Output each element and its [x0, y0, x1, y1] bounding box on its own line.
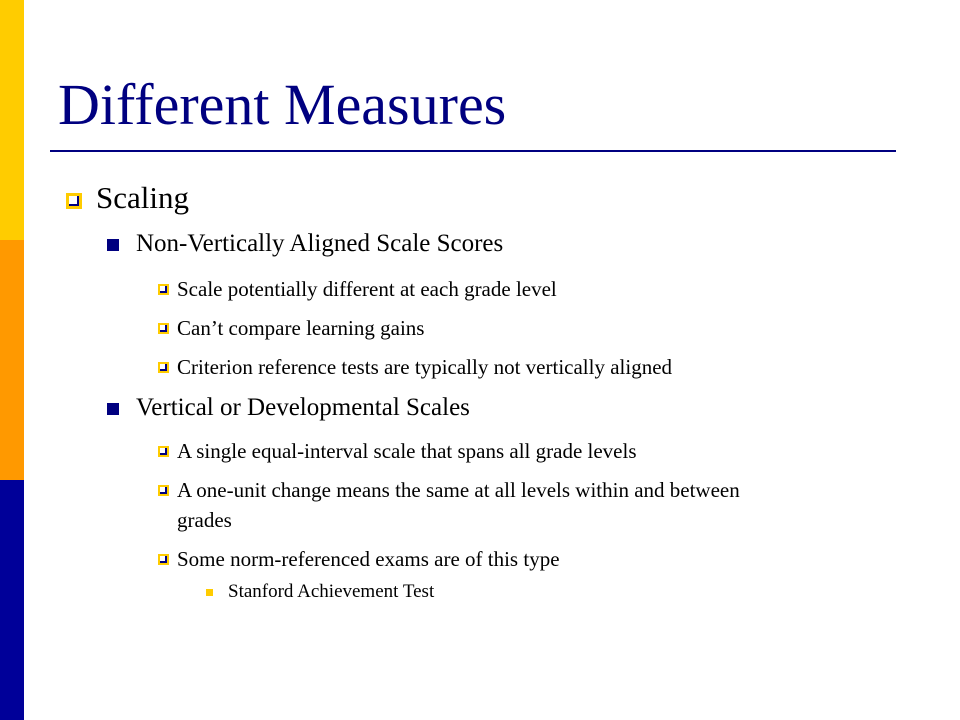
- list-item-continuation: grades: [177, 508, 232, 532]
- bullet-scaling: Scaling: [96, 180, 189, 215]
- list-subitem: Stanford Achievement Test: [228, 581, 435, 602]
- accent-bar-bottom: [0, 480, 24, 720]
- open-square-bullet-icon: [158, 323, 169, 334]
- slide-title: Different Measures: [58, 72, 507, 137]
- accent-bar-top: [0, 0, 24, 240]
- title-divider: [50, 150, 896, 152]
- list-item: Scale potentially different at each grade level: [177, 277, 557, 301]
- filled-square-bullet-icon: [107, 239, 119, 251]
- small-square-bullet-icon: [206, 589, 213, 596]
- list-item: Can’t compare learning gains: [177, 316, 425, 340]
- filled-square-bullet-icon: [107, 403, 119, 415]
- open-square-bullet-icon: [158, 446, 169, 457]
- bullet-vertical: Vertical or Developmental Scales: [136, 394, 470, 421]
- open-square-bullet-icon: [66, 193, 82, 209]
- list-item: A single equal-interval scale that spans all grade levels: [177, 439, 637, 463]
- open-square-bullet-icon: [158, 362, 169, 373]
- bullet-non-vertical: Non-Vertically Aligned Scale Scores: [136, 230, 504, 257]
- list-item: Some norm-referenced exams are of this type: [177, 547, 560, 571]
- open-square-bullet-icon: [158, 554, 169, 565]
- accent-bar-middle: [0, 240, 24, 480]
- open-square-bullet-icon: [158, 284, 169, 295]
- list-item: A one-unit change means the same at all levels within and between: [177, 478, 740, 502]
- open-square-bullet-icon: [158, 485, 169, 496]
- list-item: Criterion reference tests are typically not vertically aligned: [177, 355, 673, 379]
